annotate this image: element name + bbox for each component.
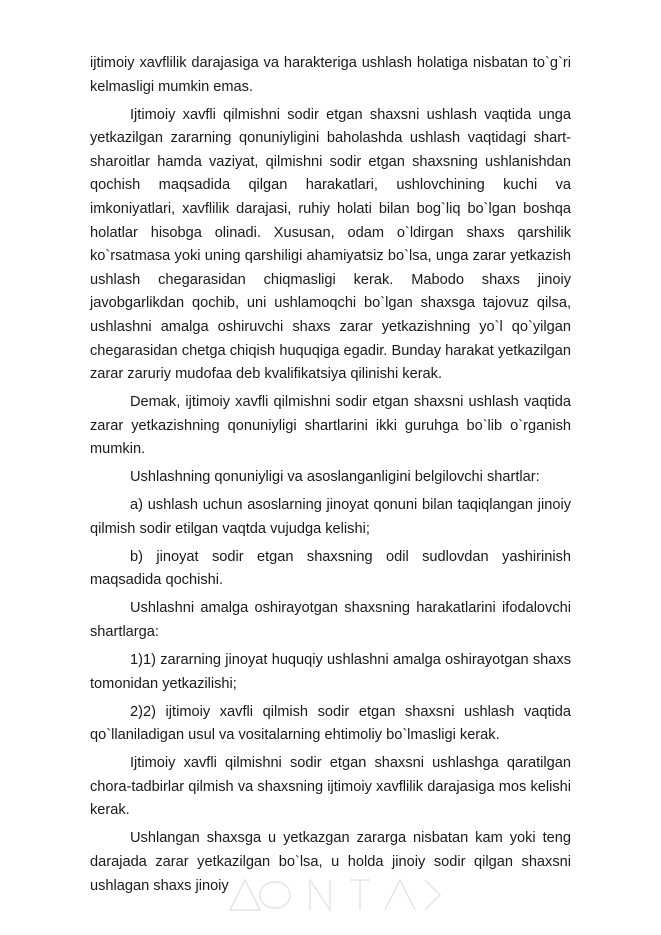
paragraph: Demak, ijtimoiy xavfli qilmishni sodir etgan shaxsni ushlash vaqtida zarar yetkazishning qonuniyligi shartlarini ikki guruhga bo`lib o`rganish mumkin. bbox=[90, 394, 571, 458]
list-item: b) jinoyat sodir etgan shaxsning odil sudlovdan yashirinish maqsadida qochishi. bbox=[90, 548, 571, 589]
list-item: a) ushlash uchun asoslarning jinoyat qonuni bilan taqiqlangan jinoiy qilmish sodir etilgan vaqtda vujudga kelishi; bbox=[90, 497, 571, 537]
list-item: 2)2) ijtimoiy xavfli qilmish sodir etgan shaxsni ushlash vaqtida qo`llaniladigan usul va vositalarning ehtimoliy bo`lmasligi kerak. bbox=[90, 703, 571, 744]
paragraph: Ushlashning qonuniyligi va asoslanganligini belgilovchi shartlar: bbox=[130, 469, 540, 486]
paragraph: Ijtimoiy xavfli qilmishni sodir etgan shaxsni ushlashga qaratilgan chora-tadbirlar qilmish va shaxsning ijtimoiy xavflilik darajasiga mos kelishi kerak. bbox=[90, 755, 571, 819]
document-body bbox=[90, 52, 571, 902]
paragraph: ijtimoiy xavflilik darajasiga va harakteriga ushlash holatiga nisbatan to`g`ri kelmasligi mumkin emas. bbox=[90, 55, 571, 95]
paragraph: Ijtimoiy xavfli qilmishni sodir etgan shaxsni ushlash vaqtida unga yetkazilgan zararning qonuniyligini baholashda ushlash vaqtidagi shart-sharoitlar hamda vaziyat, qilmishni sodir etgan shaxsning ushlanishdan qochish maqsadida qilgan harakatlari, ushlovchining kuchi va imkoniyatlari, xavflilik darajasi, ruhiy holati bilan bog`liq bo`lgan boshqa holatlar hisobga olinadi. Xususan, odam o`ldirgan shaxs qarshilik ko`rsatmasa yoki uning qarshiligi ahamiyatsiz bo`lsa, unga zarar yetkazish ushlash chegarasidan chiqmasligi kerak. Mabodo shaxs jinoiy javobgarlikdan qochib, uni ushlamoqchi bo`lgan shaxsga tajovuz qilsa, ushlashni amalga oshiruvchi shaxs zarar yetkazishning yo`l qo`yilgan chegarasidan chetga chiqish huquqiga egadir. Bunday harakat yetkazilgan zarar zaruriy mudofaa deb kvalifikatsiya qilinishi kerak. bbox=[90, 106, 571, 383]
paragraph: Ushlangan shaxsga u yetkazgan zararga nisbatan kam yoki teng darajada zarar yetkazilgan bo`lsa, u holda jinoiy sodir qilgan shaxsni ushlagan shaxs jinoiy bbox=[90, 830, 571, 894]
paragraph: Ushlashni amalga oshirayotgan shaxsning harakatlarini ifodalovchi shartlarga: bbox=[90, 600, 571, 640]
list-item: 1)1) zararning jinoyat huquqiy ushlashni amalga oshirayotgan shaxs tomonidan yetkazilishi; bbox=[90, 651, 571, 692]
watermark-logo-icon bbox=[200, 870, 460, 920]
